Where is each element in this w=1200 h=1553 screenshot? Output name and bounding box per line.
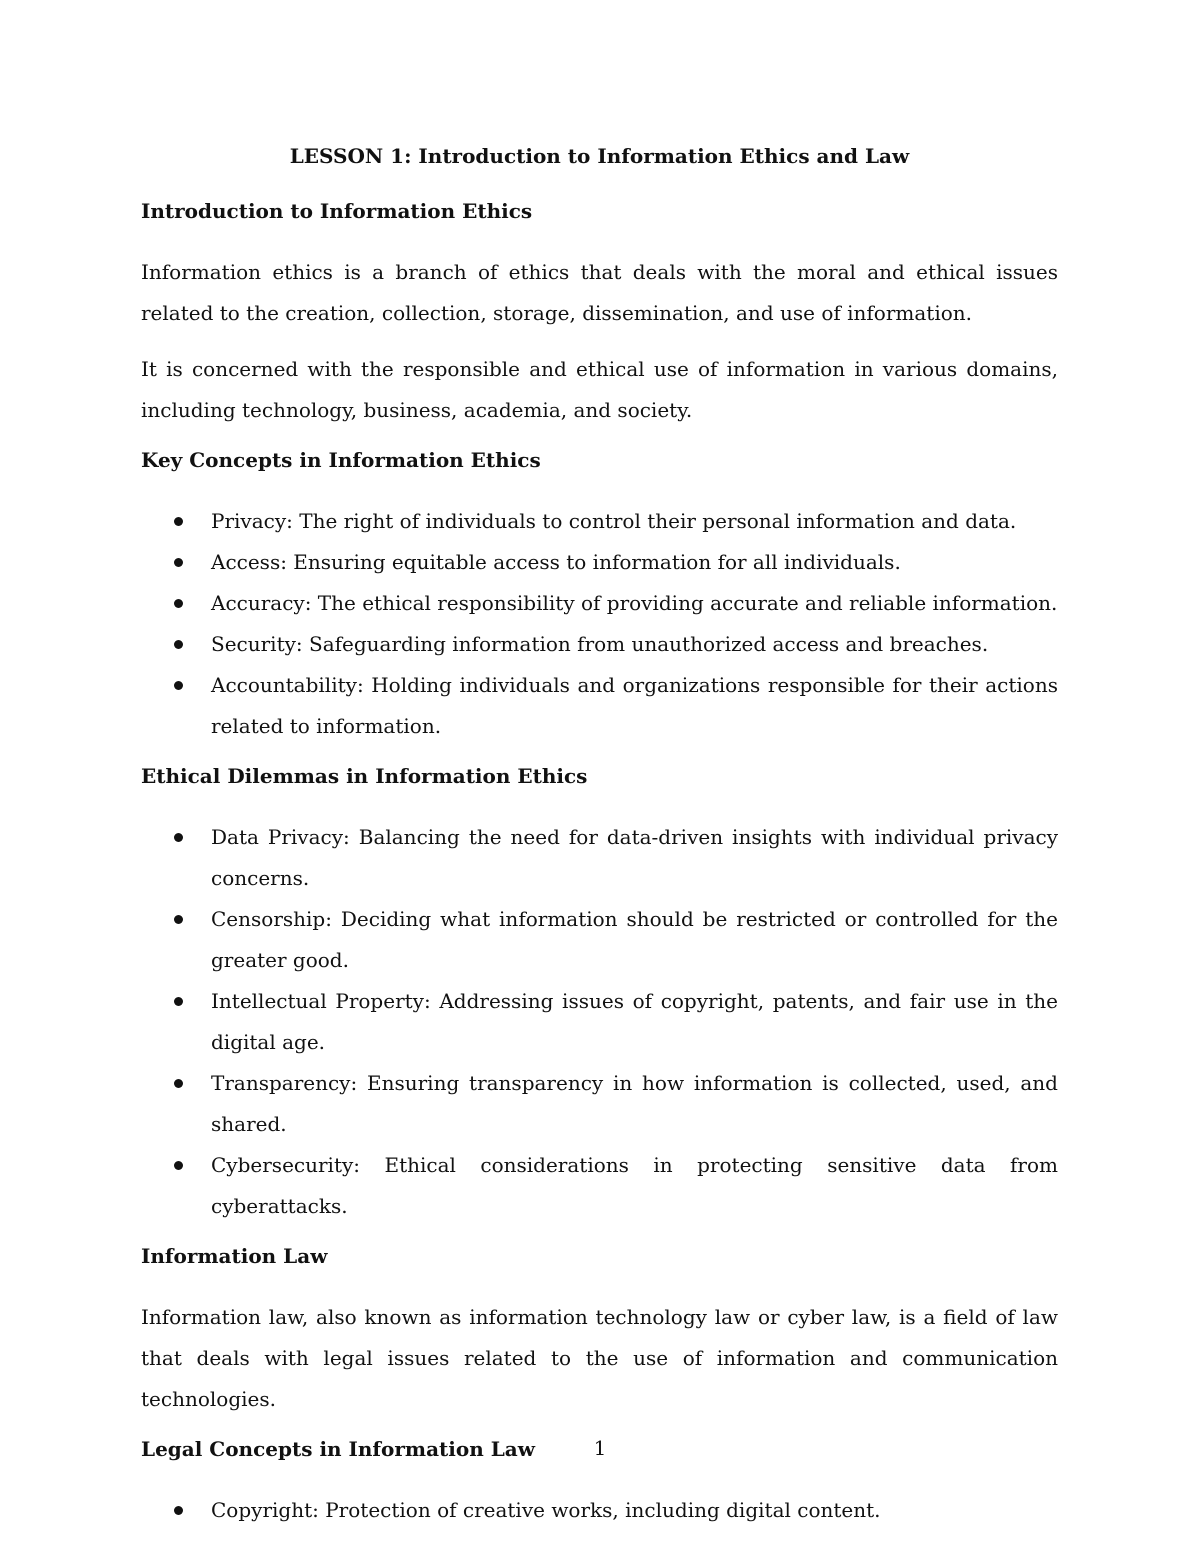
legal-concepts-list: [141, 1490, 1058, 1531]
list-item-text: Data Privacy: Balancing the need for data-driven insights with individual privacy concerns.: [211, 825, 1058, 890]
list-item-text: Security: Safeguarding information from unauthorized access and breaches.: [211, 632, 989, 656]
bullet-icon: [174, 1161, 183, 1170]
paragraph: It is concerned with the responsible and ethical use of information in various domains, including technology, business, academia, and society.: [141, 357, 1058, 422]
list-item: [141, 665, 1058, 747]
bullet-icon: [174, 1506, 183, 1515]
section-heading-legal-concepts: Legal Concepts in Information Law: [141, 1437, 535, 1461]
list-item: [141, 1063, 1058, 1145]
paragraph: Information ethics is a branch of ethics that deals with the moral and ethical issues related to the creation, collection, storage, dissemination, and use of information.: [141, 260, 1058, 325]
list-item: [141, 501, 1058, 542]
dilemmas-list: [141, 817, 1058, 1227]
list-item-text: Accountability: Holding individuals and organizations responsible for their actions related to information.: [211, 673, 1058, 738]
list-item: [141, 817, 1058, 899]
list-item-text: Censorship: Deciding what information should be restricted or controlled for the greater good.: [211, 907, 1058, 972]
bullet-icon: [174, 1079, 183, 1088]
list-item: [141, 542, 1058, 583]
list-item-text: Copyright: Protection of creative works, including digital content.: [211, 1498, 881, 1522]
bullet-icon: [174, 599, 183, 608]
section-heading-key-concepts: Key Concepts in Information Ethics: [141, 448, 541, 472]
section-heading-dilemmas: Ethical Dilemmas in Information Ethics: [141, 764, 588, 788]
list-item-text: Transparency: Ensuring transparency in how information is collected, used, and shared.: [211, 1071, 1058, 1136]
list-item: [141, 624, 1058, 665]
page-content: [141, 142, 1058, 1546]
list-item: [141, 981, 1058, 1063]
list-item-text: Accuracy: The ethical responsibility of providing accurate and reliable information.: [211, 591, 1058, 615]
lesson-title: LESSON 1: Introduction to Information Ethics and Law: [289, 144, 910, 168]
key-concepts-list: [141, 501, 1058, 747]
bullet-icon: [174, 517, 183, 526]
list-item: [141, 1490, 1058, 1531]
bullet-icon: [174, 640, 183, 649]
paragraph: Information law, also known as information technology law or cyber law, is a field of law that deals with legal issues related to the use of information and communication technologies.: [141, 1305, 1058, 1411]
bullet-icon: [174, 558, 183, 567]
list-item: [141, 1145, 1058, 1227]
bullet-icon: [174, 681, 183, 690]
list-item-text: Access: Ensuring equitable access to information for all individuals.: [211, 550, 901, 574]
bullet-icon: [174, 997, 183, 1006]
list-item-text: Cybersecurity: Ethical considerations in protecting sensitive data from cyberattacks.: [211, 1153, 1058, 1218]
list-item-text: Privacy: The right of individuals to control their personal information and data.: [211, 509, 1017, 533]
bullet-icon: [174, 833, 183, 842]
list-item: [141, 899, 1058, 981]
list-item-text: Intellectual Property: Addressing issues of copyright, patents, and fair use in the digital age.: [211, 989, 1058, 1054]
list-item: [141, 583, 1058, 624]
bullet-icon: [174, 915, 183, 924]
page-number: 1: [593, 1436, 607, 1460]
section-heading-information-law: Information Law: [141, 1244, 328, 1268]
section-heading-intro-ethics: Introduction to Information Ethics: [141, 199, 533, 223]
